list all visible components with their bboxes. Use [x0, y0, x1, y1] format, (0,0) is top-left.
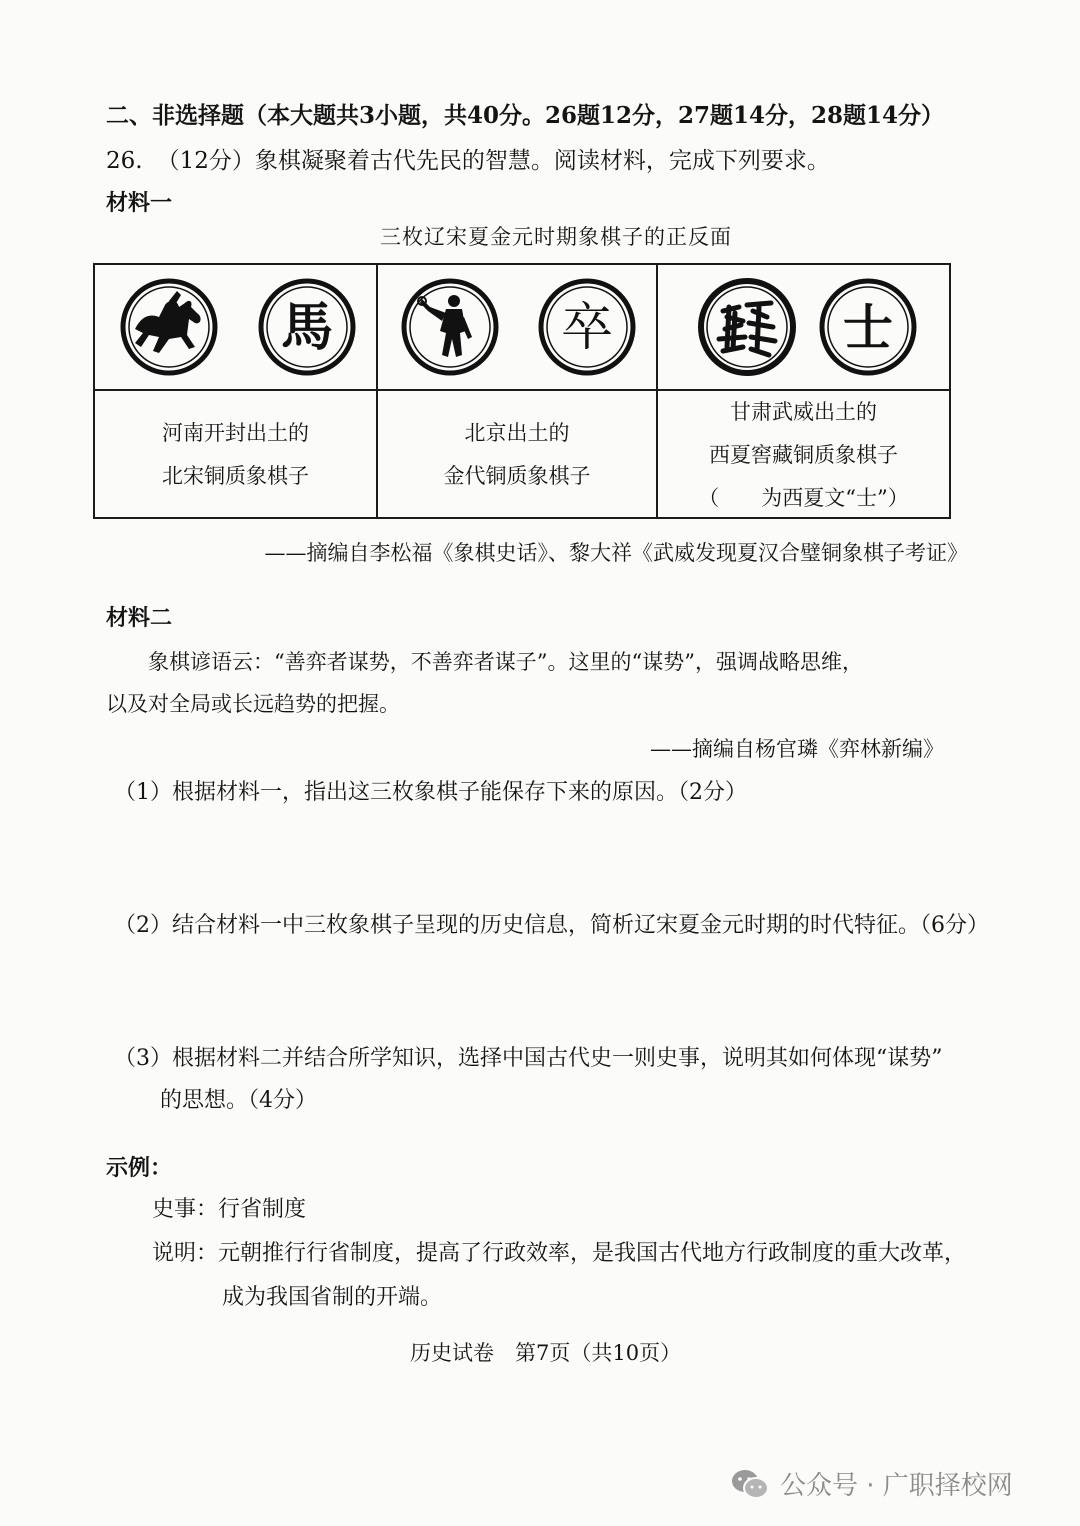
subquestion-2: （2）结合材料一中三枚象棋子呈现的历史信息，简析辽宋夏金元时期的时代特征。（6分）: [114, 913, 989, 938]
scholar-character-icon: [818, 277, 918, 377]
material2-label: 材料二: [106, 605, 173, 631]
tangut-character-icon: [697, 277, 797, 377]
wechat-icon: [730, 1467, 770, 1501]
material2-text-line2: 以及对全局或长远趋势的把握。: [106, 692, 400, 716]
back-char-2: 卒: [560, 298, 614, 358]
table-title: 三枚辽宋夏金元时期象棋子的正反面: [380, 225, 732, 249]
material2-text-line1: 象棋谚语云：“善弈者谋势，不善弈者谋子”。这里的“谋势”，强调战略思维，: [148, 650, 863, 674]
caption-line: 金代铜质象棋子: [443, 464, 591, 488]
chess-piece-table: [93, 263, 951, 519]
section-heading: 二、非选择题（本大题共3小题，共40分。26题12分，27题14分，28题14分）: [106, 102, 945, 129]
material1-label: 材料一: [106, 190, 173, 216]
caption-line: （ 为西夏文“士”）: [698, 485, 909, 510]
subquestion-3-line1: （3）根据材料二并结合所学知识，选择中国古代史一则史事，说明其如何体现“谋势”: [114, 1046, 943, 1071]
material1-source: ——摘编自李松福《象棋史话》、黎大祥《武威发现夏汉合璧铜象棋子考证》: [264, 541, 968, 565]
question-number: 26.: [106, 148, 143, 174]
subquestion-3-line2: 的思想。（4分）: [160, 1088, 317, 1113]
caption-line: 河南开封出土的: [162, 421, 309, 445]
example-label: 示例：: [106, 1155, 173, 1181]
question-prompt: （12分）象棋凝聚着古代先民的智慧。阅读材料，完成下列要求。: [156, 148, 830, 174]
caption-line: 北宋铜质象棋子: [162, 464, 309, 488]
caption-cell-1: [95, 391, 376, 519]
watermark: [730, 1465, 1013, 1502]
caption-line: 甘肃武威出土的: [730, 399, 877, 424]
example-explanation-line1: 说明：元朝推行行省制度，提高了行政效率，是我国古代地方行政制度的重大改革，: [152, 1241, 967, 1266]
page-footer: 历史试卷 第7页（共10页）: [410, 1341, 682, 1365]
back-char-1: 馬: [280, 297, 334, 358]
caption-cell-3: [658, 391, 949, 519]
soldier-character-icon: [537, 277, 637, 377]
material2-source: ——摘编自杨官璘《弈林新编》: [650, 737, 944, 761]
caption-line: 北京出土的: [464, 421, 570, 445]
back-char-3: 士: [843, 298, 893, 357]
example-explanation-line2: 成为我国省制的开端。: [222, 1285, 443, 1310]
horse-figure-icon: [119, 277, 219, 377]
question-line: [106, 142, 830, 175]
soldier-figure-icon: [400, 277, 500, 377]
caption-cell-2: [378, 391, 656, 519]
watermark-text: 公众号 · 广职择校网: [780, 1471, 1013, 1501]
caption-line: 西夏窖藏铜质象棋子: [709, 442, 898, 467]
horse-character-icon: [257, 277, 357, 377]
example-event: 史事：行省制度: [152, 1197, 307, 1222]
subquestion-1: （1）根据材料一，指出这三枚象棋子能保存下来的原因。（2分）: [114, 780, 747, 805]
